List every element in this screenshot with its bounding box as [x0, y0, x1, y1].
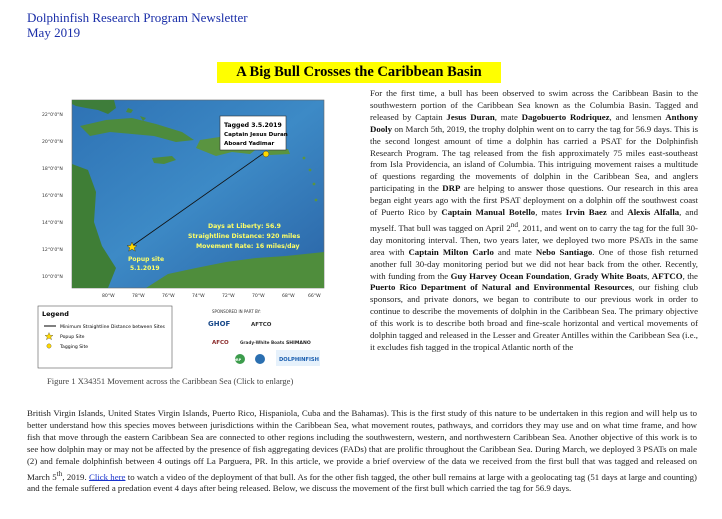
- newsletter-title: Dolphinfish Research Program Newsletter: [27, 10, 248, 25]
- days-at-liberty-label: Days at Liberty: 56.9: [208, 223, 281, 230]
- lat-tick: 18°0'0"N: [42, 167, 63, 172]
- lon-tick: 80°W: [102, 294, 115, 299]
- migration-map[interactable]: [36, 96, 328, 302]
- distance-label: Straightline Distance: 920 miles: [188, 233, 301, 240]
- lat-tick: 20°0'0"N: [42, 140, 63, 145]
- drp-seal-logo: DRP: [233, 358, 242, 362]
- lon-tick: 78°W: [132, 294, 145, 299]
- legend-and-sponsors: [36, 304, 328, 372]
- legend-item: Minimum Straightline Distance between Sites: [60, 325, 165, 330]
- sponsor-seal-icon: [255, 354, 265, 364]
- grady-white-logo: Grady-White Boats: [240, 340, 285, 345]
- name-jesus-duran: Jesus Duran: [446, 111, 495, 122]
- sponsors-header: SPONSORED IN PART BY:: [212, 309, 261, 314]
- afco-logo: AFCO: [212, 340, 229, 346]
- tagging-site-marker: [263, 151, 269, 157]
- lat-tick: 16°0'0"N: [42, 194, 63, 199]
- legend-item: Popup Site: [60, 335, 85, 340]
- lon-tick: 70°W: [252, 294, 265, 299]
- legend-item: Tagging Site: [60, 345, 89, 350]
- figure-caption[interactable]: Figure 1 X34351 Movement across the Caribbean Sea (Click to enlarge): [47, 376, 294, 386]
- lat-tick: 14°0'0"N: [42, 221, 63, 226]
- lon-tick: 68°W: [282, 294, 295, 299]
- newsletter-masthead: [27, 10, 248, 40]
- popup-site-label: Popup site: [128, 256, 165, 263]
- lon-tick: 66°W: [308, 294, 321, 299]
- popup-date-label: 5.1.2019: [130, 265, 160, 272]
- figure-1[interactable]: [36, 96, 328, 372]
- ghof-logo: GHOF: [208, 320, 231, 328]
- legend-dot-icon: [47, 344, 51, 348]
- lat-tick: 10°0'0"N: [42, 275, 63, 280]
- sponsor-logos: [208, 320, 320, 366]
- lat-tick: 22°0'0"N: [42, 113, 63, 118]
- lon-tick: 72°W: [222, 294, 235, 299]
- article-column-right: For the first time, a bull has been observed to swim across the Caribbean Basin to the southwestern portion of the Caribbean Sea known as the Columbia Basin. Tagged and released by Captain Jesus Duran, mate Dagobuerto Rodriquez, and lensmen Anthony Dooly on March 5th, 2019, the trophy dolphin went on to carry the tag for 56.9 days. This is the second longest amount of time a dolphin has carried a PSAT for the Dolphinfish Research Program. The tag released from the fish approximately 75 miles east-southeast from Isla Providencia, an island of Columbia. This intriguing movement raises a multitude of questions regarding the movements of dolphin in the Caribbean Sea, and anglers participating in the DRP are helping to answer those questions. Our research in this area began eight years ago with the first PSAT deployment on a dolphin off the southwest coast of Puerto Rico by Captain Manual Botello, mates Irvin Baez and Alexis Alfalla, and myself. That bull was tagged on April 2nd, 2011, and went on to carry the tag for the full 30-day monitoring interval. Then, two years later, we deployed two more PSATs in the same area with Captain Milton Carlo and mate Nebo Santiago. One of those fish returned another full 30-day monitoring period but we did not hear back from the other. Recently, with funding from the Guy Harvey Ocean Foundation, Grady White Boats, AFTCO, the Puerto Rico Department of Natural and Environmental Resources, our fishing club sponsors, and private donors, we began to contribute to our previous work in order to continue to describe the movements of dolphin in the Caribbean Sea. The primary objective of this work is to describe both broad and fine-scale horizontal and vertical movements of dolphin tagged and released in the Lesser and Greater Antilles within the Caribbean Sea (i.e., it excludes fish tagged in the tropical Atlantic north of the: [370, 88, 699, 352]
- movement-rate-label: Movement Rate: 16 miles/day: [196, 243, 300, 250]
- article-headline: A Big Bull Crosses the Caribbean Basin: [217, 62, 501, 83]
- newsletter-date: May 2019: [27, 25, 81, 40]
- article-full-width: British Virgin Islands, United States Virgin Islands, Puerto Rico, Hispaniola, Cuba and the Bahamas). This is the first study of this nature to be undertaken in this region and will help us to better understand how this species moves between jurisdictions within the Caribbean Sea, what movement routes, pathways, and corridors they may use and on what time frame, and how fish that move through the eastern Caribbean Sea are connected to other regions including the southwestern, western, and northwestern Caribbean Sea. Another objective of this work is to see how dolphin may or may not be affected by the presence of fish aggregating devices (FADs) that are prolific throughout the Caribbean Sea. During March, we deployed 3 PSATs on male (2) and female dolphinfish between 4 outings off La Parguera, PR. In this article, we provide a brief overview of the data we received from the first bull that was tagged and released on March 5th, 2019. Click here to watch a video of the deployment of that bull. As for the other fish tagged, the other bull remains at large with a geolocating tag (51 days at large and counting) and the female suffered a predation event 4 days after being released. Below, we discuss the movement of the first bull which carried the tag for 56.9 days.: [27, 408, 697, 494]
- lat-tick: 12°0'0"N: [42, 248, 63, 253]
- shimano-logo: SHIMANO: [286, 341, 311, 346]
- tag-vessel-label: Aboard Yadimar: [224, 141, 275, 147]
- tag-date-label: Tagged 3.5.2019: [224, 122, 282, 129]
- tag-captain-label: Captain Jesus Duran: [224, 132, 288, 138]
- aftco-logo: AFTCO: [251, 322, 272, 328]
- dolphinfish-logo: DOLPHINFISH: [279, 357, 319, 363]
- lon-tick: 74°W: [192, 294, 205, 299]
- lon-tick: 76°W: [162, 294, 175, 299]
- legend-title: Legend: [42, 310, 69, 318]
- video-link[interactable]: Click here: [88, 471, 126, 482]
